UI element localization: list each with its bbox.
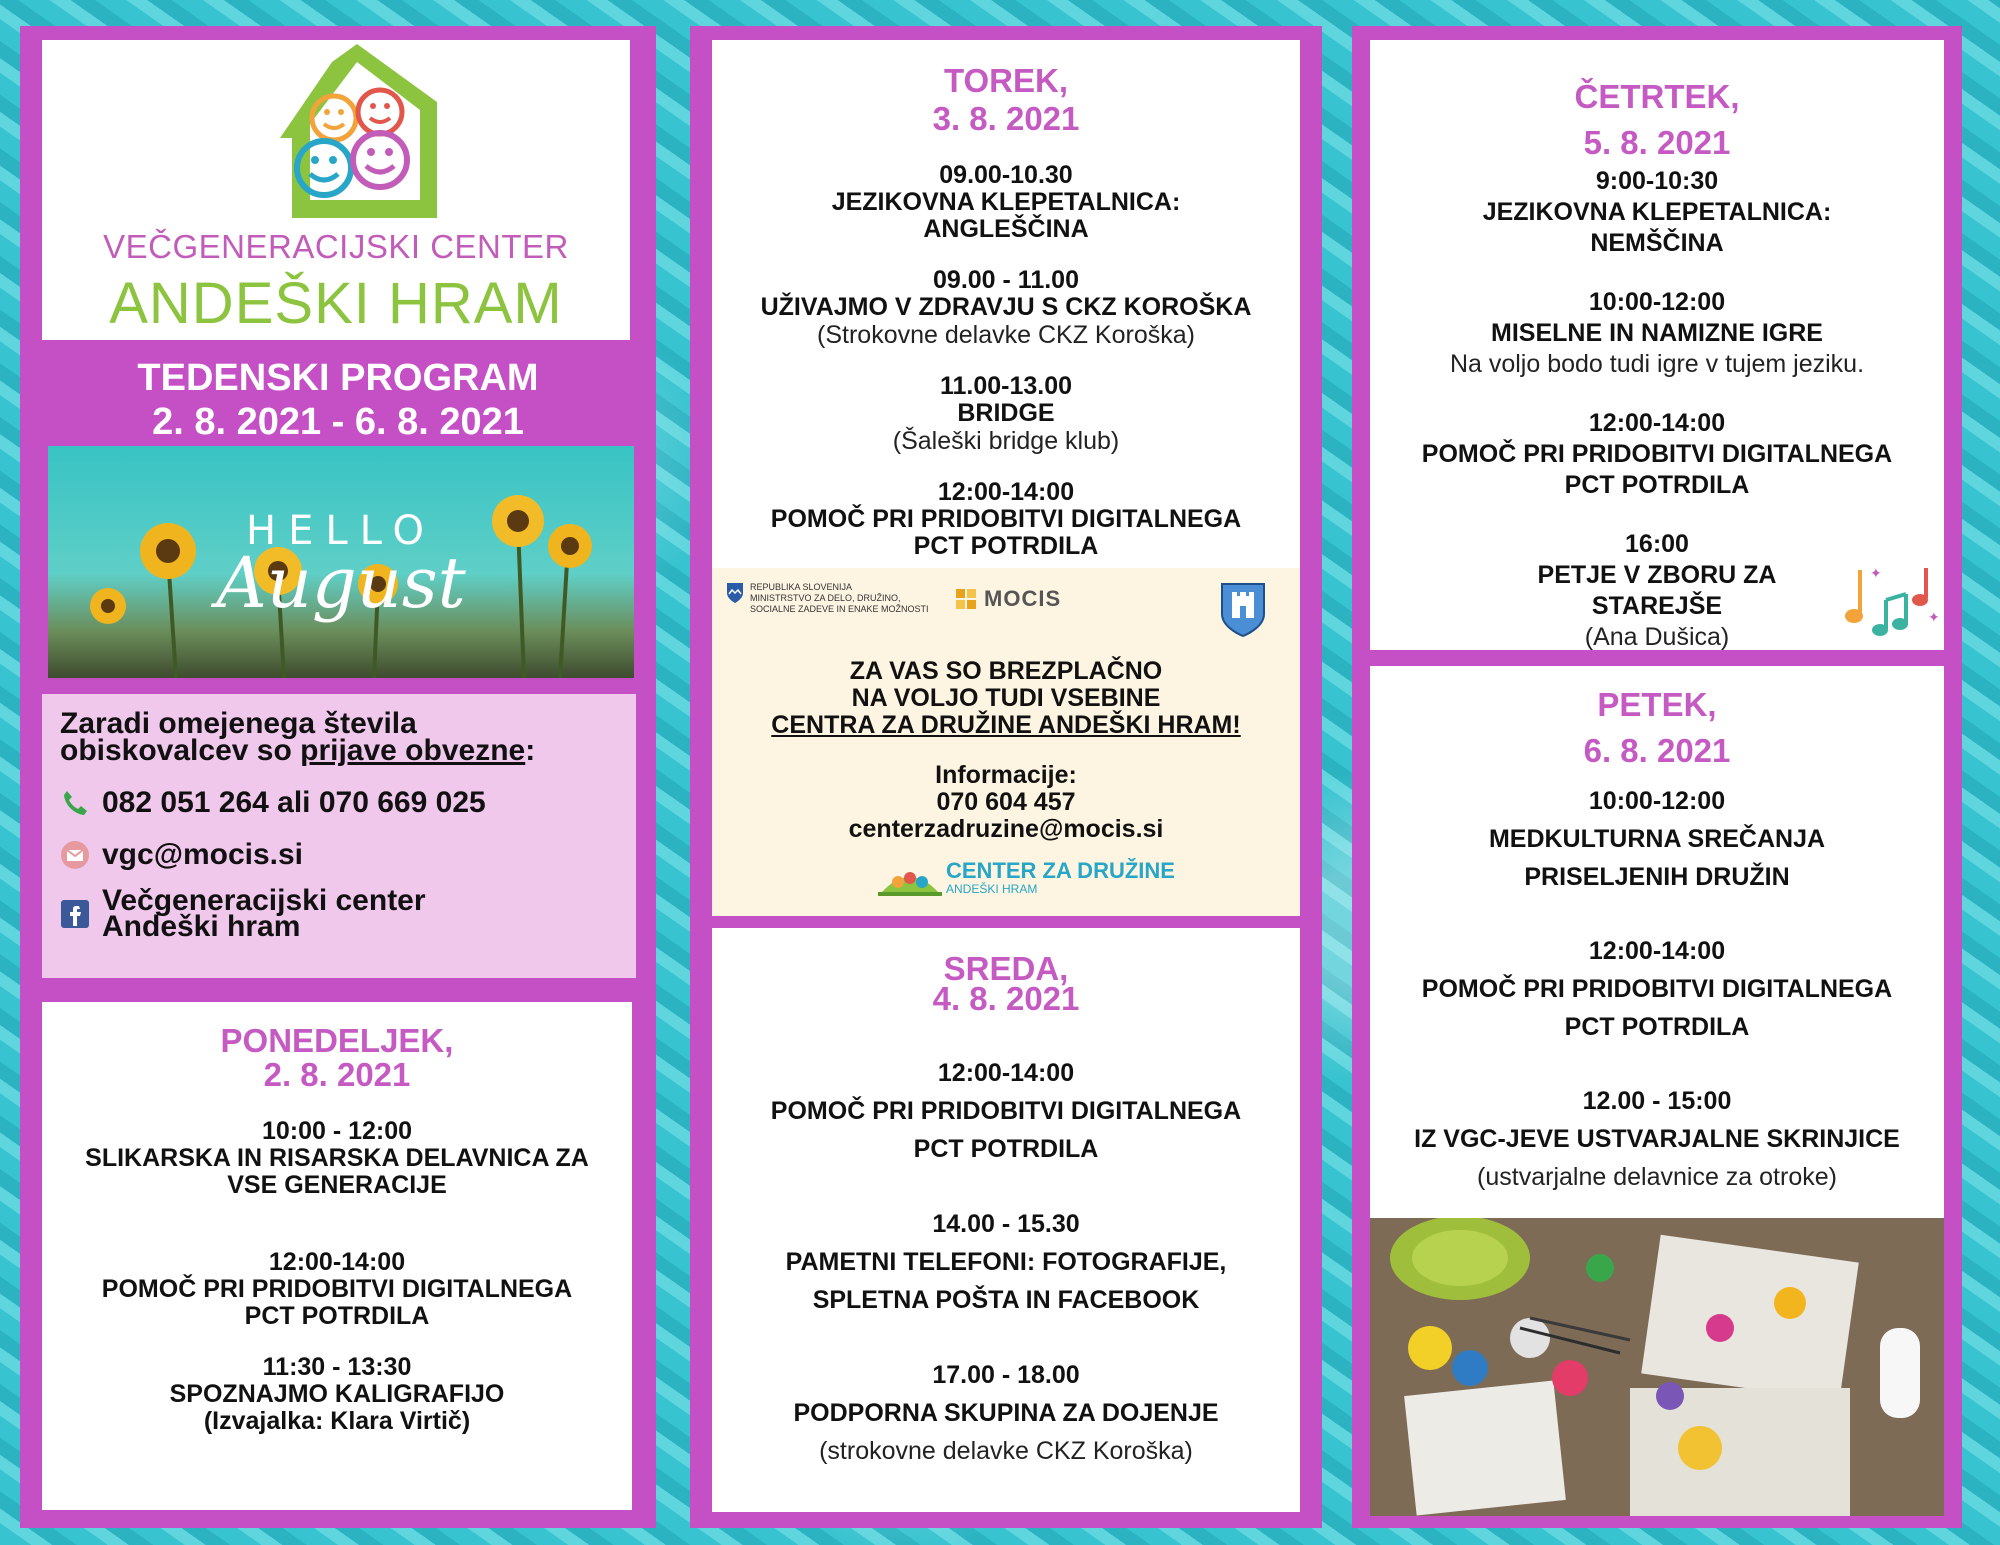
- wednesday-event-3: 17.00 - 18.00 PODPORNA SKUPINA ZA DOJENJE (strokovne delavke CKZ Koroška): [793, 1361, 1219, 1465]
- email-address: vgc@mocis.si: [102, 838, 304, 871]
- monday-event-2: 12:00-14:00 POMOČ PRI PRIDOBITVI DIGITALNEGA PCT POTRDILA: [101, 1248, 573, 1330]
- email-row[interactable]: [60, 838, 618, 872]
- svg-text:✦: ✦: [1870, 566, 1882, 582]
- friday-event-1: 10:00-12:00 MEDKULTURNA SREČANJA PRISELJENIH DRUŽIN: [1488, 787, 1826, 891]
- monday-event-1: 10:00 - 12:00 SLIKARSKA IN RISARSKA DELAVNICA ZA VSE GENERACIJE: [85, 1117, 589, 1199]
- friday-title: PETEK, 6. 8. 2021: [1583, 686, 1731, 769]
- phone-row[interactable]: [60, 786, 618, 820]
- family-center-panel: [712, 568, 1300, 916]
- mocis-logo: [954, 586, 1061, 612]
- weekly-program-heading: TEDENSKI PROGRAM: [137, 357, 539, 399]
- column-middle: [690, 26, 1322, 1528]
- thursday-event-3: 12:00-14:00 POMOČ PRI PRIDOBITVI DIGITALNEGA PCT POTRDILA: [1421, 409, 1893, 499]
- thursday-title: ČETRTEK, 5. 8. 2021: [1574, 78, 1740, 161]
- wednesday-panel: [712, 928, 1300, 1512]
- monday-panel: [42, 1002, 632, 1510]
- logo-subtitle: VEČGENERACIJSKI CENTER: [103, 228, 569, 265]
- center-za-druzine-logo: CENTER ZA DRUŽINE ANDEŠKI HRAM: [878, 858, 1175, 898]
- wednesday-title: SREDA, 4. 8. 2021: [932, 950, 1080, 1017]
- logo-title: ANDEŠKI HRAM: [109, 271, 563, 336]
- tuesday-event-4: 12:00-14:00 POMOČ PRI PRIDOBITVI DIGITALNEGA PCT POTRDILA: [770, 478, 1242, 560]
- registration-note: Zaradi omejenega števila obiskovalcev so prijave obvezne:: [60, 707, 536, 767]
- friday-event-2: 12:00-14:00 POMOČ PRI PRIDOBITVI DIGITALNEGA PCT POTRDILA: [1421, 937, 1893, 1041]
- family-house-icon: [878, 858, 942, 898]
- registration-info: [42, 694, 636, 978]
- tuesday-event-3: 11.00-13.00 BRIDGE (Šaleški bridge klub): [892, 372, 1120, 455]
- family-center-contact: Informacije: 070 604 457 centerzadruzine@mocis.si: [712, 762, 1300, 843]
- tuesday-panel: [712, 40, 1300, 570]
- email-icon: [60, 840, 90, 870]
- monday-event-3: 11:30 - 13:30 SPOZNAJMO KALIGRAFIJO (Izvajalka: Klara Virtič): [169, 1353, 505, 1435]
- svg-text:✦: ✦: [1928, 610, 1940, 626]
- thursday-event-2: 10:00-12:00 MISELNE IN NAMIZNE IGRE Na voljo bodo tudi igre v tujem jeziku.: [1449, 288, 1865, 378]
- thursday-event-4: 16:00 PETJE V ZBORU ZA STAREJŠE (Ana Dušica): [1537, 530, 1777, 651]
- free-content-text: ZA VAS SO BREZPLAČNO NA VOLJO TUDI VSEBINE CENTRA ZA DRUŽINE ANDEŠKI HRAM!: [771, 657, 1241, 739]
- weekly-program-title: [20, 356, 656, 444]
- logo-panel: [42, 40, 630, 340]
- hello-word: HELLO: [246, 508, 436, 554]
- phone-numbers: 082 051 264 ali 070 669 025: [102, 786, 486, 819]
- weekly-program-dates: 2. 8. 2021 - 6. 8. 2021: [152, 401, 524, 443]
- music-notes-icon: [1840, 560, 1940, 640]
- registration-required-text: prijave obvezne: [300, 734, 526, 767]
- municipal-crest-icon: [1220, 582, 1266, 638]
- mocis-brand: MOCIS: [984, 586, 1062, 611]
- house-faces-logo: [272, 40, 442, 222]
- column-left: [20, 26, 656, 1528]
- phone-icon: [60, 788, 90, 818]
- ministry-logo: REPUBLIKA SLOVENIJA MINISTRSTVO ZA DELO, DRUŽINO, SOCIALNE ZADEVE IN ENAKE MOŽNOSTI: [726, 582, 929, 615]
- tuesday-event-1: 09.00-10.30 JEZIKOVNA KLEPETALNICA: ANGLEŠČINA: [831, 161, 1181, 243]
- monday-title: PONEDELJEK, 2. 8. 2021: [220, 1022, 454, 1093]
- friday-event-3: 12.00 - 15:00 IZ VGC-JEVE USTVARJALNE SKRINJICE (ustvarjalne delavnice za otroke): [1414, 1087, 1900, 1191]
- friday-panel: [1370, 666, 1944, 1516]
- family-center-email[interactable]: centerzadruzine@mocis.si: [848, 815, 1164, 843]
- thursday-event-1: 9:00-10:30 JEZIKOVNA KLEPETALNICA: NEMŠČINA: [1482, 167, 1832, 257]
- wednesday-event-1: 12:00-14:00 POMOČ PRI PRIDOBITVI DIGITALNEGA PCT POTRDILA: [770, 1059, 1242, 1163]
- mocis-cube-icon: [954, 587, 978, 611]
- slovenia-coat-of-arms-icon: [726, 582, 744, 604]
- facebook-icon: [60, 899, 90, 929]
- column-right: [1352, 26, 1962, 1528]
- thursday-panel: [1370, 40, 1944, 650]
- facebook-row[interactable]: [60, 884, 618, 943]
- tuesday-event-2: 09.00 - 11.00 UŽIVAJMO V ZDRAVJU S CKZ KOROŠKA (Strokovne delavke CKZ Koroška): [760, 266, 1252, 349]
- hello-august-image: [48, 446, 634, 678]
- tuesday-title: TOREK, 3. 8. 2021: [932, 62, 1080, 137]
- painting-table-illustration: [1370, 1218, 1944, 1516]
- facebook-page-name: Večgeneracijski center Andeški hram: [102, 884, 426, 943]
- wednesday-event-2: 14.00 - 15.30 PAMETNI TELEFONI: FOTOGRAFIJE, SPLETNA POŠTA IN FACEBOOK: [785, 1210, 1227, 1314]
- painting-workshop-photo: [1370, 1218, 1944, 1516]
- august-word: August: [216, 542, 466, 624]
